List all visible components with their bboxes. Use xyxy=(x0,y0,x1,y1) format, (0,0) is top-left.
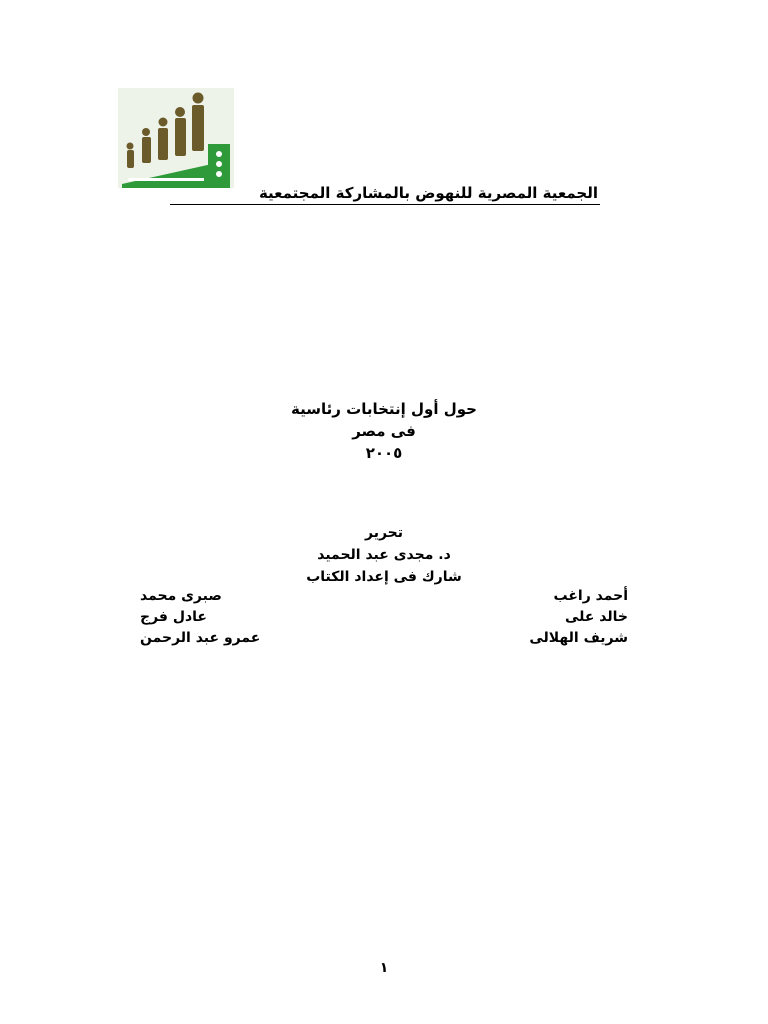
editor-label: تحرير xyxy=(364,525,404,541)
contributors-label: شارك فى إعداد الكتاب xyxy=(306,569,462,585)
book-title xyxy=(220,398,548,464)
contributors-right-column xyxy=(428,586,628,649)
contributor-name: عمرو عبد الرحمن xyxy=(140,630,261,646)
organization-name: الجمعية المصرية للنهوض بالمشاركة المجتمعية xyxy=(170,182,600,205)
page-number: ١ xyxy=(379,960,389,976)
editor-name: د. مجدى عبد الحميد xyxy=(317,547,451,563)
editor-section xyxy=(220,522,548,588)
contributor-name: شريف الهلالى xyxy=(529,630,628,646)
contributor-name: أحمد راغب xyxy=(553,588,628,604)
contributor-name: صبرى محمد xyxy=(140,588,222,604)
contributor-name: خالد على xyxy=(564,609,628,625)
title-line-2: فى مصر xyxy=(352,422,416,440)
contributor-name: عادل فرج xyxy=(140,609,207,625)
title-year: ٢٠٠٥ xyxy=(365,444,403,462)
title-line-1: حول أول إنتخابات رئاسية xyxy=(291,400,477,418)
contributors-left-column xyxy=(140,586,340,649)
community-participation-logo-icon xyxy=(118,88,234,188)
